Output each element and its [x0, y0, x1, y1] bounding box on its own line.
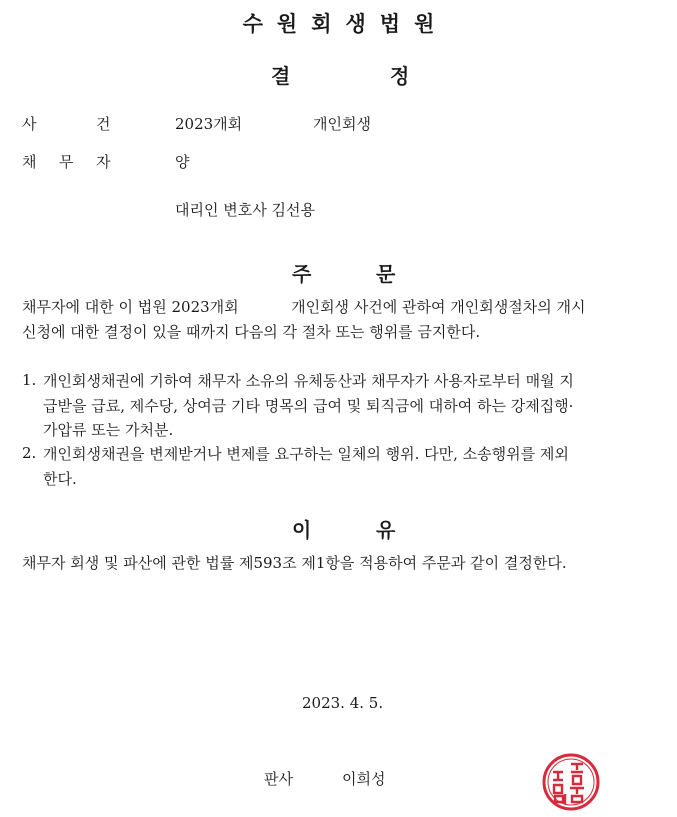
- doc-type-left: 결: [271, 64, 291, 88]
- order-item-1-line1: 개인회생채권에 기하여 채무자 소유의 유체동산과 채무자가 사용자로부터 매월 지: [43, 372, 574, 390]
- order-item-1-line2: 급받을 급료, 제수당, 상여금 기타 명목의 급여 및 퇴직금에 대하여 하는 강제집행·: [43, 397, 574, 415]
- decision-date: 2023. 4. 5.: [302, 694, 384, 712]
- debtor-label-c: 자: [96, 153, 111, 171]
- debtor-label-b: 무: [59, 153, 74, 171]
- case-type: 개인회생: [313, 115, 371, 133]
- seal-glyph-1: [553, 772, 563, 793]
- seal-glyph-4: [555, 794, 565, 804]
- debtor-name: 양: [175, 153, 190, 171]
- seal-glyph-2: [571, 764, 583, 784]
- order-intro-line1: 채무자에 대한 이 법원 2023개회 개인회생 사건에 관하여 개인회생절차의 개시: [22, 298, 586, 316]
- attorney: 대리인 변호사 김선용: [175, 201, 315, 219]
- court-name: 수원회생법원: [242, 12, 449, 36]
- order-item-2-line2: 한다.: [43, 470, 77, 488]
- seal-glyph-3: [570, 788, 584, 802]
- order-item-1-line3: 가압류 또는 가처분.: [43, 421, 174, 439]
- judge-seal: [541, 752, 601, 812]
- order-item-2: [22, 443, 36, 462]
- order-item-number: 1.: [22, 371, 37, 389]
- case-number: 2023개회: [175, 115, 243, 133]
- case-label-b: 건: [96, 115, 111, 133]
- order-heading-left: 주: [292, 262, 312, 286]
- order-item-1: [22, 370, 36, 389]
- judge-title: 판사: [264, 770, 293, 788]
- reason-text: 채무자 회생 및 파산에 관한 법률 제593조 제1항을 적용하여 주문과 같이 결정한다.: [22, 554, 567, 572]
- order-heading-right: 문: [376, 262, 396, 286]
- reason-heading-right: 유: [376, 518, 396, 542]
- reason-heading-left: 이: [292, 518, 312, 542]
- doc-type-right: 정: [390, 64, 410, 88]
- order-intro-line2: 신청에 대한 결정이 있을 때까지 다음의 각 절차 또는 행위를 금지한다.: [22, 323, 481, 341]
- case-label-a: 사: [22, 115, 37, 133]
- judge-name: 이희성: [342, 770, 386, 788]
- debtor-label-a: 채: [22, 153, 37, 171]
- order-item-number: 2.: [22, 444, 37, 462]
- order-item-2-line1: 개인회생채권을 변제받거나 변제를 요구하는 일체의 행위. 다만, 소송행위를 제외: [43, 445, 569, 463]
